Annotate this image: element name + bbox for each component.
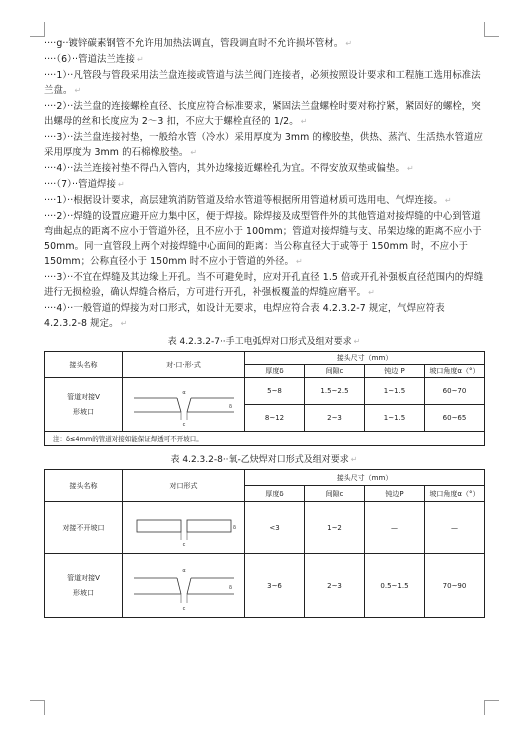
header-gap: 间隙c	[305, 486, 365, 502]
cell-groove-angle: 60~65	[425, 405, 485, 432]
cell-thickness: 8~12	[245, 405, 305, 432]
crop-mark-top-left	[30, 22, 45, 37]
cell-root-face: 1~1.5	[365, 405, 425, 432]
v-groove-figure	[123, 554, 245, 618]
crop-mark-bottom-left	[30, 700, 45, 715]
paragraph: ····4）··一般管道的焊接为对口形式，如设计无要求，电焊应符合表 4.2.3.2-7 规定，气焊应符表 4.2.3.2-8 规定。 ↵	[44, 303, 445, 329]
header-root-face: 钝边P	[365, 486, 425, 502]
cell-thickness: 5~8	[245, 378, 305, 405]
paragraph: ····2）··焊缝的设置应避开应力集中区，便于焊接。除焊接及成型管件外的其他管道对接焊缝的中心到管道弯曲起点的距离不应小于管道外径，且不应小于 100mm；管道对接焊缝与支、吊架边缘的距离不应小于 50mm。同一直管段上两个对接焊缝中心面间的距离：当公称直径大于或等于 150mm 时，不应小于 150mm；公称直径小于 150mm 时不应小于管道的外径。 ↵	[44, 211, 482, 267]
cell-groove-angle: 60~70	[425, 378, 485, 405]
cell-groove-angle: —	[425, 502, 485, 554]
paragraph: ····3）··法兰盘连接衬垫，一般给水管（冷水）采用厚度为 3mm 的橡胶垫，供热、蒸汽、生活热水管道应采用厚度为 3mm 的石棉橡胶垫。 ↵	[44, 132, 484, 158]
header-joint-form: 对·口·形·式	[123, 352, 245, 378]
paragraph: ····2）··法兰盘的连接螺栓直径、长度应符合标准要求，紧固法兰盘螺栓时要对称拧紧，紧固好的螺栓，突出螺母的丝和长度应为 2～3 扣，不应大于螺栓直径的 1/2。 ↵	[44, 101, 481, 127]
header-thickness: 厚度δ	[245, 486, 305, 502]
paragraph: ····g··镀锌碳素钢管不允许用加热法调直，管段调直时不允许损坏管材。 ↵	[44, 38, 353, 49]
svg-text:δ: δ	[228, 584, 232, 591]
cell-gap: 1~2	[305, 502, 365, 554]
cell-root-face: 0.5~1.5	[365, 554, 425, 618]
cell-root-face: —	[365, 502, 425, 554]
row-name-butt-no-groove: 对接不开坡口	[45, 502, 123, 554]
cell-thickness: <3	[245, 502, 305, 554]
cell-gap: 2~3	[305, 554, 365, 618]
cell-gap: 2~3	[305, 405, 365, 432]
paragraph: ····3）··不宜在焊缝及其边缘上开孔。当不可避免时，应对开孔直径 1.5 倍或开孔补强板直径范围内的焊缝进行无损检验，确认焊缝合格后，方可进行开孔，补强板覆盖的焊缝应磨平。 ↵	[44, 272, 484, 298]
gas-welding-table	[44, 469, 485, 618]
arc-welding-table	[44, 351, 485, 446]
butt-joint-figure	[123, 502, 245, 554]
table-note: 注：δ≤4mm的管道对接如能保证焊透可不开坡口。	[45, 432, 485, 446]
crop-mark-top-right	[484, 22, 499, 37]
header-root-face: 钝边 P	[365, 365, 425, 378]
body-text	[44, 36, 484, 331]
header-joint-name: 接头名称	[45, 470, 123, 502]
header-joint-size: 接头尺寸（mm）	[245, 352, 485, 365]
header-gap: 间隙c	[305, 365, 365, 378]
header-thickness: 厚度δ	[245, 365, 305, 378]
cell-root-face: 1~1.5	[365, 378, 425, 405]
section-heading: ····（6）··管道法兰连接 ↵	[44, 54, 144, 65]
svg-text:c: c	[182, 541, 185, 548]
table-caption: 表 4.2.3.2-8··氧-乙炔焊对口形式及组对要求 ↵	[170, 455, 358, 465]
svg-text:δ: δ	[232, 524, 236, 531]
header-groove-angle: 坡口角度α（°）	[425, 486, 485, 502]
svg-text:c: c	[182, 605, 185, 612]
paragraph: ····4）··法兰连接衬垫不得凸入管内，其外边缘接近螺栓孔为宜。不得安放双垫或偏垫。 ↵	[44, 163, 414, 174]
header-groove-angle: 坡口角度α（°）	[425, 365, 485, 378]
svg-text:α: α	[181, 389, 186, 396]
cell-groove-angle: 70~90	[425, 554, 485, 618]
header-joint-name: 接头名称	[45, 352, 123, 378]
paragraph: ····1）··根据设计要求，高层建筑消防管道及给水管道等根据所用管道材质可选用电、气焊连接。 ↵	[44, 195, 452, 206]
row-name-v-groove: 管道对接V 形坡口	[45, 554, 123, 618]
cell-thickness: 3~6	[245, 554, 305, 618]
paragraph: ····1）··凡管段与管段采用法兰盘连接或管道与法兰阀门连接者，必须按照设计要求和工程施工选用标准法兰盘。 ↵	[44, 70, 481, 96]
section-heading: ····（7）··管道焊接 ↵	[44, 179, 125, 190]
v-groove-figure	[123, 378, 245, 432]
document-page	[44, 36, 484, 618]
table-caption: 表 4.2.3.2-7··手工电弧焊对口形式及组对要求 ↵	[167, 337, 361, 347]
cell-gap: 1.5~2.5	[305, 378, 365, 405]
svg-text:δ: δ	[228, 403, 232, 410]
svg-text:c: c	[182, 421, 185, 428]
header-joint-size: 接头尺寸（mm）	[245, 470, 485, 486]
svg-text:α: α	[181, 567, 186, 574]
header-joint-form: 对口形式	[123, 470, 245, 502]
crop-mark-bottom-right	[484, 700, 499, 715]
row-name-v-groove: 管道对接V 形坡口	[45, 378, 123, 432]
